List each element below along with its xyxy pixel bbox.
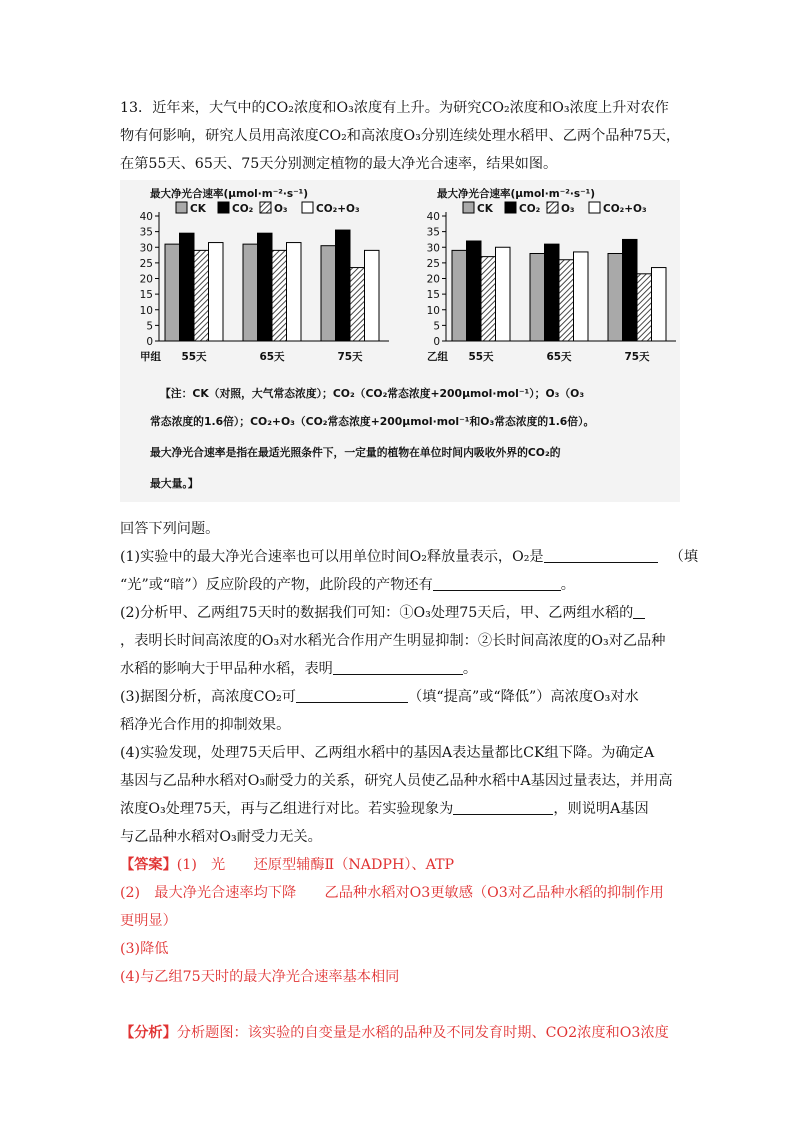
- q4-line2: 基因与乙品种水稻对O₃耐受力的关系，研究人员使乙品种水稻中A基因过量表达，并用高: [120, 773, 673, 789]
- charta-y-tick-label-3: 15: [139, 289, 153, 302]
- note-line2: 常态浓度的1.6倍）；CO₂+O₃（CO₂常态浓度+200μmol·mol⁻¹和O₃常态浓度的1.6倍）。: [150, 415, 595, 428]
- q2-line3: [120, 659, 477, 679]
- figure-panel: [120, 180, 680, 502]
- charta-y-tick-label-0: 0: [146, 336, 153, 348]
- chartb-bar-0-2: [481, 257, 496, 341]
- chartb-y-tick-label-3: 15: [426, 289, 440, 302]
- bar-charts: [120, 200, 680, 390]
- charta-y-tick-label-6: 30: [139, 242, 153, 255]
- chartb-bar-1-3: [574, 252, 589, 341]
- chartb-legend-swatch-3: [589, 202, 600, 213]
- chartb-x-axis-label: 乙组: [427, 351, 448, 363]
- q1-line2: [120, 575, 575, 595]
- q4-line3: [120, 799, 649, 819]
- charta-legend-label-1: CO₂: [232, 203, 254, 215]
- charta-legend-swatch-1: [218, 202, 229, 213]
- answer-2b: 更明显）: [120, 913, 177, 929]
- chartb-y-tick-label-8: 40: [426, 211, 440, 223]
- q2-line1: [120, 603, 645, 623]
- chart-a-title: 最大净光合速率(μmol·m⁻²·s⁻¹): [150, 188, 309, 200]
- charta-legend-label-2: O₃: [274, 203, 288, 215]
- question-stem-line1: 13．近年来，大气中的CO₂浓度和O₃浓度有上升。为研究CO₂浓度和O₃浓度上升对农作: [120, 100, 669, 116]
- charta-bar-0-3: [209, 243, 224, 341]
- charta-y-tick-label-1: 5: [146, 320, 153, 333]
- q3-line1: [120, 687, 639, 707]
- chartb-legend-swatch-2: [547, 202, 558, 213]
- charta-legend-swatch-0: [176, 202, 187, 213]
- chartb-bar-2-0: [608, 254, 623, 342]
- question-stem-line3: 在第55天、65天、75天分别测定植物的最大净光合速率，结果如图。: [120, 156, 558, 172]
- chartb-x-tick-label-0: 55天: [468, 351, 494, 363]
- charta-bar-1-0: [243, 244, 258, 341]
- q2-text3: 水稻的影响大于甲品种水稻，表明: [120, 661, 333, 677]
- chartb-y-tick-label-6: 30: [426, 242, 440, 255]
- q1-blank-2[interactable]: [433, 576, 561, 591]
- chartb-bar-2-3: [652, 268, 667, 341]
- answer-4: (4)与乙组75天时的最大净光合速率基本相同: [120, 969, 400, 985]
- note-line4: 最大量。】: [150, 477, 199, 490]
- analysis-label: 【分析】: [120, 1025, 177, 1041]
- charta-bar-2-3: [365, 250, 380, 341]
- chartb-y-tick-label-0: 0: [433, 336, 440, 348]
- q4-text3b: ，则说明A基因: [553, 801, 649, 817]
- analysis-text: 分析题图：该实验的自变量是水稻的品种及不同发育时期、CO2浓度和O3浓度: [176, 1025, 669, 1041]
- question-stem-line2: 物有何影响，研究人员用高浓度CO₂和高浓度O₃分别连续处理水稻甲、乙两个品种75天，: [120, 128, 681, 144]
- q3-hint: （填“提高”或“降低”）高浓度O₃对水: [407, 689, 639, 705]
- charta-bar-1-3: [287, 243, 302, 341]
- charta-bar-1-2: [272, 250, 287, 341]
- chartb-y-tick-label-5: 25: [426, 257, 440, 270]
- chartb-y-tick-label-2: 10: [426, 304, 440, 317]
- charta-bar-2-2: [350, 268, 365, 341]
- analysis-line: [120, 1023, 669, 1043]
- note-line3: 最大净光合速率是指在最适光照条件下，一定量的植物在单位时间内吸收外界的CO₂的: [150, 446, 561, 459]
- chartb-legend-swatch-0: [463, 202, 474, 213]
- q2-blank-1[interactable]: [633, 604, 645, 619]
- chartb-bar-1-0: [530, 254, 545, 342]
- note-line1: 【注：CK（对照，大气常态浓度）；CO₂（CO₂常态浓度+200μmol·mol⁻¹）；O₃（O₃: [160, 387, 585, 400]
- chartb-bar-2-2: [637, 274, 652, 341]
- answer-prompt: 回答下列问题。: [120, 521, 220, 537]
- chartb-bar-0-0: [452, 250, 467, 341]
- charta-y-tick-label-8: 40: [139, 211, 153, 223]
- q2-line2: ，表明长时间高浓度的O₃对水稻光合作用产生明显抑制：②长时间高浓度的O₃对乙品种: [120, 633, 666, 649]
- q3-line2: 稻净光合作用的抑制效果。: [120, 717, 291, 733]
- charta-bar-2-0: [321, 246, 336, 341]
- charta-x-tick-label-2: 75天: [337, 351, 363, 363]
- charta-bar-0-1: [180, 233, 195, 341]
- charta-bar-2-1: [336, 230, 351, 341]
- answer-1: (1) 光 还原型辅酶Ⅱ（NADPH）、ATP: [176, 857, 455, 873]
- charta-y-tick-label-7: 35: [139, 226, 153, 239]
- q1-end: 。: [560, 577, 575, 593]
- charta-legend-swatch-2: [260, 202, 271, 213]
- answer-3: (3)降低: [120, 941, 169, 957]
- q2-end: 。: [462, 661, 478, 677]
- charta-bar-0-0: [165, 244, 180, 341]
- charta-bar-1-1: [258, 233, 273, 341]
- chartb-bar-2-1: [623, 239, 638, 341]
- charta-y-tick-label-5: 25: [139, 257, 153, 270]
- chartb-y-tick-label-4: 20: [426, 273, 440, 286]
- chartb-bar-1-2: [559, 260, 574, 341]
- chartb-bar-0-3: [496, 247, 511, 341]
- q4-line1: (4)实验发现，处理75天后甲、乙两组水稻中的基因A表达量都比CK组下降。为确定A: [120, 745, 655, 761]
- charta-x-tick-label-0: 55天: [181, 351, 207, 363]
- charta-bar-0-2: [194, 250, 209, 341]
- q4-blank[interactable]: [453, 800, 553, 815]
- chartb-y-tick-label-1: 5: [433, 320, 440, 333]
- answer-label: 【答案】: [120, 857, 177, 873]
- chartb-legend-label-2: O₃: [561, 203, 575, 215]
- q1-line1: [120, 547, 698, 567]
- chartb-legend-label-0: CK: [477, 203, 493, 215]
- q2-text: (2)分析甲、乙两组75天时的数据我们可知：①O₃处理75天后，甲、乙两组水稻的: [120, 605, 634, 621]
- q4-text3: 浓度O₃处理75天，再与乙组进行对比。若实验现象为: [120, 801, 454, 817]
- charta-legend-swatch-3: [302, 202, 313, 213]
- q2-blank-2[interactable]: [333, 660, 463, 675]
- q3-text: (3)据图分析，高浓度CO₂可: [120, 689, 296, 705]
- chartb-bar-1-1: [545, 244, 560, 341]
- charta-x-axis-label: 甲组: [140, 351, 161, 363]
- charta-legend-label-0: CK: [190, 203, 206, 215]
- charta-legend-label-3: CO₂+O₃: [316, 203, 360, 215]
- chartb-legend-label-3: CO₂+O₃: [603, 203, 647, 215]
- chartb-bar-0-1: [467, 241, 482, 341]
- q1-hint: （填: [669, 549, 699, 565]
- answer-line1: [120, 855, 454, 875]
- q1-blank-1[interactable]: [544, 548, 658, 563]
- chartb-x-tick-label-2: 75天: [624, 351, 650, 363]
- chartb-x-tick-label-1: 65天: [546, 351, 572, 363]
- q1-text: (1)实验中的最大净光合速率也可以用单位时间O₂释放量表示，O₂是: [120, 549, 544, 565]
- q1-text2: “光”或“暗”）反应阶段的产物，此阶段的产物还有: [120, 577, 433, 593]
- charta-y-tick-label-2: 10: [139, 304, 153, 317]
- chartb-legend-label-1: CO₂: [519, 203, 541, 215]
- answer-2a: (2) 最大净光合速率均下降 乙品种水稻对O3更敏感（O3对乙品种水稻的抑制作用: [120, 885, 664, 901]
- chart-b-title: 最大净光合速率(μmol·m⁻²·s⁻¹): [437, 188, 596, 200]
- q4-line4: 与乙品种水稻对O₃耐受力无关。: [120, 829, 322, 845]
- chartb-y-tick-label-7: 35: [426, 226, 440, 239]
- chartb-legend-swatch-1: [505, 202, 516, 213]
- q3-blank[interactable]: [296, 688, 408, 703]
- charta-x-tick-label-1: 65天: [259, 351, 285, 363]
- charta-y-tick-label-4: 20: [139, 273, 153, 286]
